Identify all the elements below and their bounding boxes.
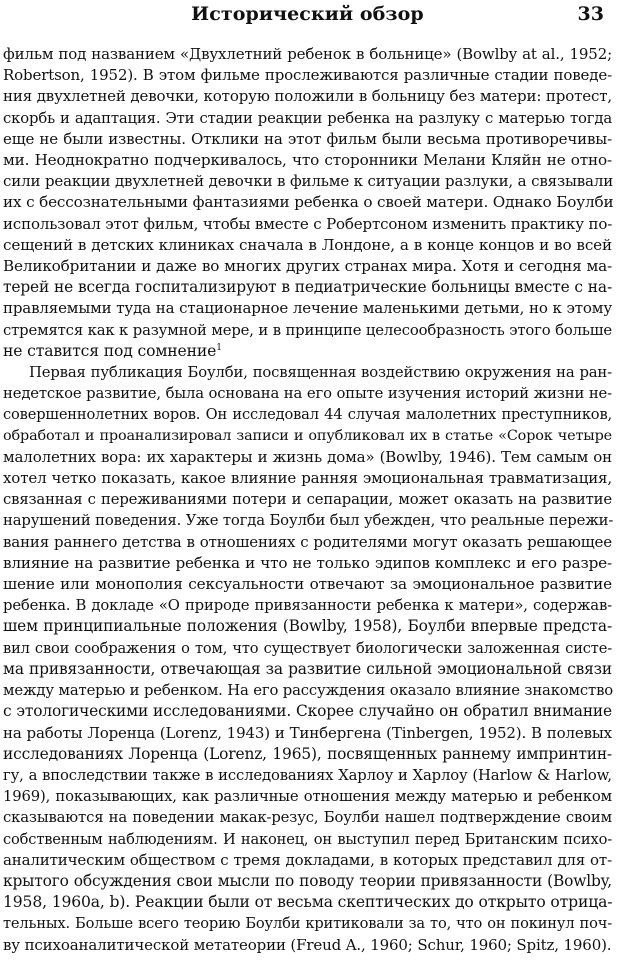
running-title: Исторический обзор xyxy=(191,3,424,25)
text-line: шение или монополия сексуальности отвечают за эмоциональное развитие xyxy=(3,575,612,594)
text-line: Первая публикация Боулби, посвященная воздействию окружения на ран- xyxy=(29,364,612,382)
text-line: сили реакции двухлетней девочки в фильме к ситуации разлуки, а связывали xyxy=(3,172,614,191)
text-line: малолетних вора: их характеры и жизнь дома» (Bowlby, 1946). Тем самым он xyxy=(3,447,612,466)
text-line: между матерью и ребенком. На его рассуждения оказало влияние знакомство xyxy=(3,682,614,700)
text-line: обработал и проанализировал записи и опубликовал их в статье «Сорок четыре xyxy=(3,427,612,444)
text-line: влияние на развитие ребенка и что не только эдипов комплекс и его разре- xyxy=(3,553,612,572)
text-line: ния двухлетней девочки, которую положили в больницу без матери: протест, xyxy=(3,87,612,106)
text-line: вил свои соображения о том, что существует биологически заложенная систе- xyxy=(3,639,612,657)
text-line: правляемыми туда на стационарное лечение маленькими детьми, но к этому xyxy=(3,299,612,318)
text-line: их с бессознательными фантазиями ребенка о своей матери. Однако Боулби xyxy=(3,193,614,212)
text-line: Robertson, 1952). В этом фильме прослеживаются различные стадии поведе- xyxy=(3,66,612,85)
footnote-mark: 1 xyxy=(216,342,222,353)
paragraph xyxy=(3,362,612,956)
text-line: с этологическими исследованиями. Скорее случайно он обратил внимание xyxy=(3,702,612,721)
text-line: нарушений поведения. Уже тогда Боулби был убежден, что реальные пережи- xyxy=(3,512,614,530)
text-line: хотел четко показать, какое влияние ранняя эмоциональная травматизация, xyxy=(3,469,612,488)
text-line: совершеннолетних воров. Он исследовал 44 случая малолетних преступников, xyxy=(3,406,612,424)
text-line: на работы Лоренца (Lorenz, 1943) и Тинбергена (Tinbergen, 1952). В полевых xyxy=(3,723,612,742)
text-line: сещений в детских клиниках сначала в Лондоне, а в конце концов и во всей xyxy=(3,235,612,254)
text-line: гу, а впоследствии также в исследованиях Харлоу и Харлоу (Harlow & Harlow, xyxy=(3,766,612,784)
text-line: еще не были известны. Отклики на этот фильм были весьма противоречивы- xyxy=(3,129,612,148)
text-line: тельных. Больше всего теорию Боулби критиковали за то, что он покинул поч- xyxy=(3,915,612,933)
text-line: скорбь и адаптация. Эти стадии реакции ребенка на разлуку с матерью тогда xyxy=(3,109,612,127)
text-line: 1958, 1960a, b). Реакции были от весьма скептических до открыто отрица- xyxy=(3,893,613,912)
text-line: ву психоаналитической метатеории (Freud A., 1960; Schur, 1960; Spitz, 1960). xyxy=(3,935,612,954)
paragraph xyxy=(3,44,612,362)
text-line: стремятся как к разумной мере, и в принципе целесообразность этого больше xyxy=(3,321,612,339)
text-line: ми. Неоднократно подчеркивалось, что сторонники Мелани Кляйн не отно- xyxy=(3,151,612,170)
text-line: ребенка. В докладе «О природе привязанности ребенка к матери», содержав- xyxy=(3,597,612,615)
text-line: собственным наблюдениям. И наконец, он выступил перед Британским психо- xyxy=(3,830,612,848)
text-line: Великобритании и даже во многих других странах мира. Хотя и сегодня ма- xyxy=(3,257,612,276)
text-line: фильм под названием «Двухлетний ребенок в больнице» (Bowlby at al., 1952; xyxy=(3,45,612,63)
body-text xyxy=(3,44,612,956)
text-line: ма привязанности, отвечающая за развитие сильной эмоциональной связи xyxy=(3,659,612,678)
text-line: вания раннего детства в отношениях с родителями могут оказать решающее xyxy=(3,532,612,551)
text-line: 1969), показывающих, как различные отношения между матерью и ребенком xyxy=(3,788,612,806)
text-line: аналитическим обществом с тремя докладами, в которых представил для от- xyxy=(3,850,612,869)
text-line: шем принципиальные положения (Bowlby, 1958), Боулби впервые предста- xyxy=(3,617,612,636)
running-head xyxy=(3,0,612,34)
text-line: связанная с переживаниями потери и сепарации, может оказать на развитие xyxy=(3,491,612,509)
text-line: сказываются на поведении макак-резус, Боулби нашел подтверждение своим xyxy=(3,809,612,827)
text-line: недетское развитие, была основана на его опыте изучения историй жизни не- xyxy=(3,385,612,403)
text-line: использовал этот фильм, чтобы вместе с Робертсоном изменить практику по- xyxy=(3,214,613,233)
text-line: крытого обсуждения свои мысли по поводу теории привязанности (Bowlby, xyxy=(3,871,612,890)
text-line: не ставится под сомнение$^1$ xyxy=(3,341,222,360)
text-line: исследованиях Лоренца (Lorenz, 1965), посвященных раннему импринтин- xyxy=(3,744,612,763)
text-line: терей не всегда госпитализируют в педиатрические больницы вместе с на- xyxy=(3,278,612,297)
page-number: 33 xyxy=(577,3,604,25)
